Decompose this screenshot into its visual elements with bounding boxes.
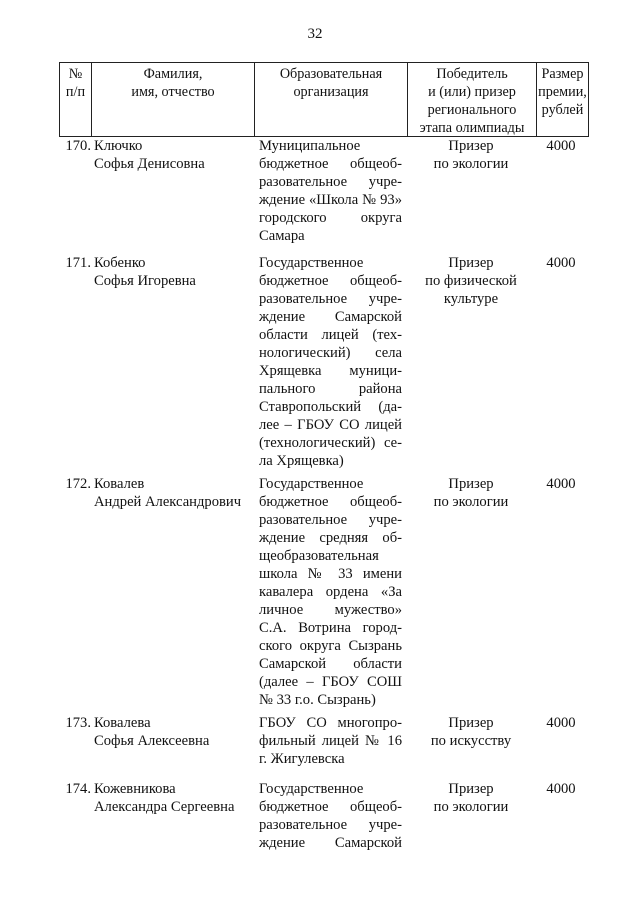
organization: Муниципальное бюджетное общеоб- разовательное учре- ждение «Школа № 93» городского округа Самара [259,138,402,244]
person-name: Ковалева Софья Алексеевна [94,715,210,749]
organization: Государственное бюджетное общеоб- разовательное учре- ждение средняя об- щеобразовательная школа № 33 имени кавалера ордена «За личное мужество» С.А. Вотрина город- ского округа Сызрань Самарской области (далее – ГБОУ СОШ № 33 г.о. Сызрань) [259,476,402,708]
organization: ГБОУ СО многопро- фильный лицей № 16 г. Жигулевска [259,715,402,767]
prize-amount: 4000 [546,476,576,492]
winner-status: Призер по экологии [433,781,509,815]
row-number: 170. [65,138,91,154]
header-top-rule [59,62,589,63]
page-number: 32 [307,26,323,42]
row-number: 173. [65,715,91,731]
winner-status: Призер по искусству [430,715,512,749]
header-org: Образовательная организация [279,66,383,100]
person-name: Ковалев Андрей Александрович [94,476,242,510]
person-name: Ключко Софья Денисовна [94,138,205,172]
winner-status: Призер по физической культуре [425,255,517,307]
table-header [59,62,589,137]
organization: Государственное бюджетное общеоб- разовательное учре- ждение Самарской [259,781,402,851]
person-name: Кожевникова Александра Сергеевна [94,781,235,815]
header-num: № п/п [65,66,86,100]
prize-amount: 4000 [546,715,576,731]
prize-amount: 4000 [546,255,576,271]
organization: Государственное бюджетное общеоб- разовательное учре- ждение Самарской области лицей (тех- нологический) села Хрящевка муници- пального района Ставропольский (да- лее – ГБОУ СО лицей (технологический) се- ла Хрящевка) [259,255,402,469]
header-divider [588,62,589,137]
prize-amount: 4000 [546,138,576,154]
header-prize: Размер премии, рублей [538,66,587,118]
prize-amount: 4000 [546,781,576,797]
winner-status: Призер по экологии [433,476,509,510]
row-number: 174. [65,781,91,797]
header-name: Фамилия, имя, отчество [131,66,215,100]
header-winner: Победитель и (или) призер регионального этапа олимпиады [419,66,525,136]
person-name: Кобенко Софья Игоревна [94,255,196,289]
row-number: 172. [65,476,91,492]
row-number: 171. [65,255,91,271]
winner-status: Призер по экологии [433,138,509,172]
